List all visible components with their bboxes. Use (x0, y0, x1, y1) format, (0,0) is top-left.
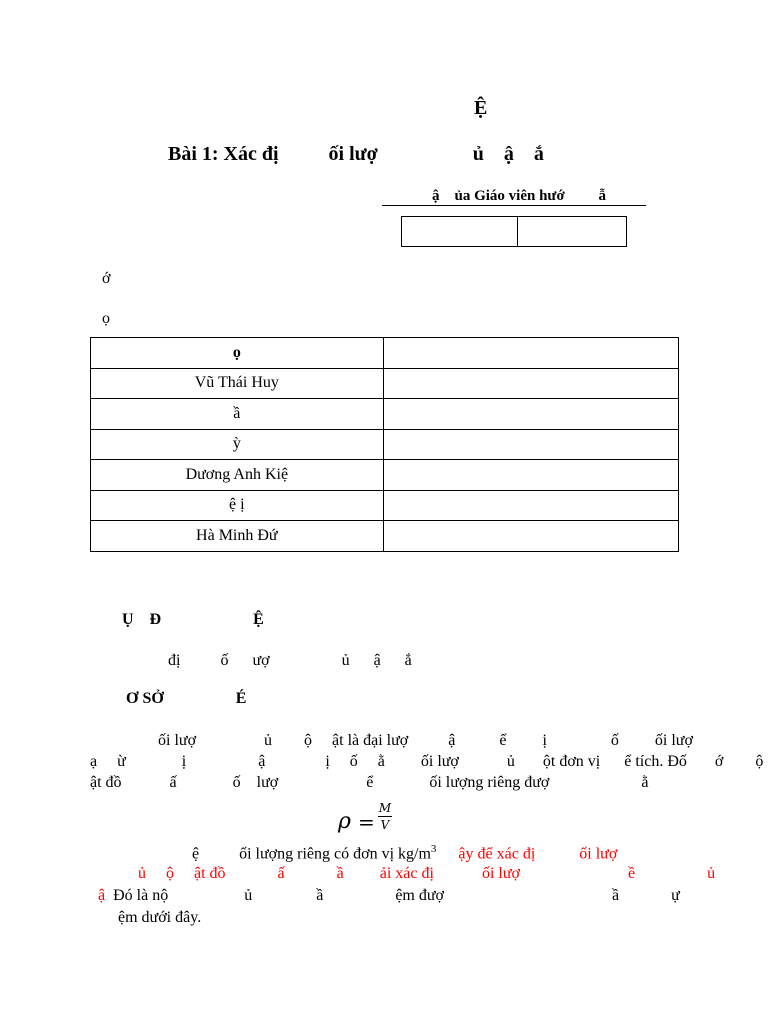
member-name-cell: ầ (91, 399, 384, 430)
formula-equals: = (358, 810, 375, 834)
fraction-bar (378, 816, 392, 817)
formula-numerator: M (378, 801, 392, 815)
member-value-cell (383, 490, 678, 521)
grade-underline (382, 205, 646, 206)
member-name-cell: ệ ị (91, 490, 384, 521)
formula-rho: ρ (338, 809, 351, 834)
paragraph-2-line-1 (192, 843, 617, 863)
section-1-text: đị ố ượ ủ ậ ắ (168, 652, 412, 669)
table-row (91, 521, 679, 552)
paragraph-2-line-4: ệm dưới đây. (118, 909, 202, 926)
member-value-cell (383, 429, 678, 460)
members-label: ọ (102, 310, 110, 327)
formula-denominator: V (380, 818, 390, 832)
formula-fraction (378, 801, 392, 832)
member-value-cell (383, 460, 678, 491)
member-value-cell (383, 338, 678, 369)
table-row (91, 490, 679, 521)
grade-box-2[interactable] (517, 216, 627, 247)
member-name-cell: ọ (91, 338, 384, 369)
paragraph-2-red-text-2: ủ ộ ật đồ ấ ầ ải xác đị ối lượ ề ủ (138, 865, 716, 882)
paragraph-2-text-3: Đó là nộ ủ ầ ệm đượ ầ ự (113, 887, 680, 904)
table-row (91, 429, 679, 460)
member-name-cell: Dương Anh Kiệ (91, 460, 384, 491)
member-name-cell: Vũ Thái Huy (91, 368, 384, 399)
member-value-cell (383, 368, 678, 399)
paragraph-2-red-text-3: ậ (98, 887, 106, 904)
lab-title: Bài 1: Xác đị ối lượ ủ ậ ắ (168, 143, 544, 165)
grade-caption: ậ ủa Giáo viên hướ ẫ (432, 188, 606, 204)
paragraph-1-line-2: ạ ừ ị ậ ị ố ằ ối lượ ủ ột đơn vị ể tích. Đố ớ ộ (90, 753, 764, 770)
grade-box-1[interactable] (401, 216, 518, 247)
members-table (90, 337, 679, 552)
paragraph-2-red-text-1: ậy để xác đị ối lượ (458, 845, 618, 863)
section-2-heading: Ơ SỞ É (126, 690, 247, 707)
paragraph-2-line-3 (98, 887, 680, 905)
member-name-cell: ỳ (91, 429, 384, 460)
member-value-cell (383, 521, 678, 552)
table-row (91, 368, 679, 399)
member-value-cell (383, 399, 678, 430)
unit-exponent: 3 (430, 843, 437, 855)
document-heading: Ệ (474, 97, 488, 119)
section-1-heading: Ụ Đ Ệ (122, 611, 264, 628)
paragraph-1-line-1: ối lượ ủ ộ ật là đại lượ ậ ể ị ố ối lượ (158, 732, 693, 749)
group-label: ớ (102, 270, 111, 287)
member-name-cell: Hà Minh Đứ (91, 521, 384, 552)
table-row (91, 338, 679, 369)
table-row (91, 399, 679, 430)
paragraph-2-text: ệ ối lượng riêng có đơn vị kg/m (192, 845, 431, 863)
table-row (91, 460, 679, 491)
paragraph-1-line-3: ật đồ ấ ố lượ ể ối lượng riêng đượ ằ (90, 774, 649, 791)
spacer (105, 887, 113, 904)
